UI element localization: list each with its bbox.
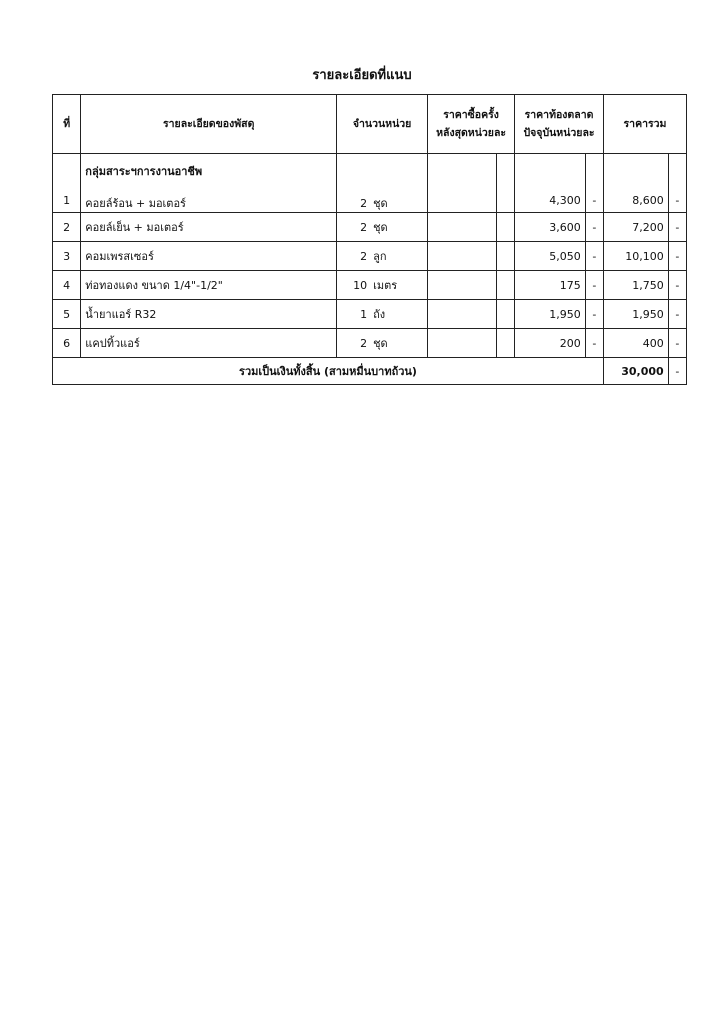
item-qty-cell xyxy=(337,213,428,242)
total-price: 10,100 xyxy=(604,242,669,271)
item-detail: น้ำยาแอร์ R32 xyxy=(81,300,337,329)
header-total: ราคารวม xyxy=(604,95,687,154)
header-market-price xyxy=(515,95,604,154)
total-satang: - xyxy=(668,213,686,242)
header-market-price-line1: ราคาท้องตลาด xyxy=(524,109,594,121)
last-price-satang-cell xyxy=(496,213,514,242)
market-price-satang-cell xyxy=(585,154,603,213)
item-no: 5 xyxy=(53,300,81,329)
total-satang: - xyxy=(668,271,686,300)
item-qty-cell xyxy=(337,300,428,329)
items-table xyxy=(52,94,687,385)
item-qty-cell xyxy=(337,242,428,271)
total-satang: - xyxy=(675,194,680,207)
market-price-cell xyxy=(515,154,586,213)
item-unit: ชุด xyxy=(373,337,388,350)
header-qty: จำนวนหน่วย xyxy=(337,95,428,154)
total-price: 1,750 xyxy=(604,271,669,300)
item-detail: คอยล์เย็น + มอเตอร์ xyxy=(81,213,337,242)
item-qty-cell xyxy=(337,271,428,300)
last-price-satang-cell xyxy=(496,154,514,213)
header-market-price-line2: ปัจจุบันหน่วยละ xyxy=(523,127,595,139)
item-detail-cell xyxy=(81,154,337,213)
table-header-row xyxy=(53,95,687,154)
last-price-cell xyxy=(428,329,497,358)
item-no-cell xyxy=(53,154,81,213)
grand-total-value: 30,000 xyxy=(604,358,669,385)
item-qty: 10 xyxy=(353,279,368,292)
table-row xyxy=(53,242,687,271)
item-detail: ท่อทองแดง ขนาด 1/4"-1/2" xyxy=(81,271,337,300)
total-price: 8,600 xyxy=(632,194,664,207)
table-row xyxy=(53,213,687,242)
market-price: 4,300 xyxy=(549,194,581,207)
item-detail: แคปทิ้วแอร์ xyxy=(81,329,337,358)
item-unit: ถัง xyxy=(373,308,386,321)
item-no: 6 xyxy=(53,329,81,358)
group-title: กลุ่มสาระฯการงานอาชีพ xyxy=(85,165,203,178)
last-price-satang-cell xyxy=(496,300,514,329)
market-price-satang: - xyxy=(585,271,603,300)
market-price-satang: - xyxy=(592,194,597,207)
item-qty: 2 xyxy=(360,221,368,234)
item-unit: ลูก xyxy=(373,250,387,263)
market-price: 5,050 xyxy=(515,242,586,271)
grand-total-row xyxy=(53,358,687,385)
item-qty: 2 xyxy=(360,197,368,210)
market-price: 175 xyxy=(515,271,586,300)
last-price-satang-cell xyxy=(496,329,514,358)
header-last-price-line1: ราคาซื้อครั้ง xyxy=(443,109,499,121)
item-no: 1 xyxy=(63,194,71,207)
market-price-satang: - xyxy=(585,300,603,329)
last-price-cell xyxy=(428,213,497,242)
item-detail: คอมเพรสเซอร์ xyxy=(81,242,337,271)
table-row xyxy=(53,154,687,213)
header-last-price xyxy=(428,95,515,154)
market-price: 3,600 xyxy=(515,213,586,242)
item-no: 2 xyxy=(53,213,81,242)
header-no: ที่ xyxy=(53,95,81,154)
grand-total-label: รวมเป็นเงินทั้งสิ้น (สามหมื่นบาทถ้วน) xyxy=(53,358,604,385)
total-price: 1,950 xyxy=(604,300,669,329)
total-satang: - xyxy=(668,329,686,358)
table-row xyxy=(53,300,687,329)
last-price-satang-cell xyxy=(496,242,514,271)
item-qty-cell xyxy=(337,329,428,358)
market-price-satang: - xyxy=(585,213,603,242)
last-price-satang-cell xyxy=(496,271,514,300)
item-unit: เมตร xyxy=(373,279,398,292)
table-row xyxy=(53,271,687,300)
item-unit: ชุด xyxy=(373,197,388,210)
total-price: 7,200 xyxy=(604,213,669,242)
total-price-cell xyxy=(604,154,669,213)
market-price-satang: - xyxy=(585,329,603,358)
document-title: รายละเอียดที่แนบ xyxy=(312,68,412,83)
header-last-price-line2: หลังสุดหน่วยละ xyxy=(436,127,507,139)
table-row xyxy=(53,329,687,358)
market-price-satang: - xyxy=(585,242,603,271)
total-satang: - xyxy=(668,242,686,271)
market-price: 1,950 xyxy=(515,300,586,329)
last-price-cell xyxy=(428,271,497,300)
item-qty: 2 xyxy=(360,337,368,350)
total-price: 400 xyxy=(604,329,669,358)
last-price-cell xyxy=(428,300,497,329)
item-qty-cell xyxy=(337,154,428,213)
item-unit: ชุด xyxy=(373,221,388,234)
item-qty-wrap xyxy=(341,194,423,212)
total-satang: - xyxy=(668,300,686,329)
last-price-cell xyxy=(428,242,497,271)
item-no: 3 xyxy=(53,242,81,271)
header-detail: รายละเอียดของพัสดุ xyxy=(81,95,337,154)
item-detail: คอยล์ร้อน + มอเตอร์ xyxy=(85,197,186,210)
item-no: 4 xyxy=(53,271,81,300)
total-satang-cell xyxy=(668,154,686,213)
market-price: 200 xyxy=(515,329,586,358)
last-price-cell xyxy=(428,154,497,213)
item-qty: 1 xyxy=(360,308,368,321)
item-qty: 2 xyxy=(360,250,368,263)
grand-total-satang: - xyxy=(668,358,686,385)
